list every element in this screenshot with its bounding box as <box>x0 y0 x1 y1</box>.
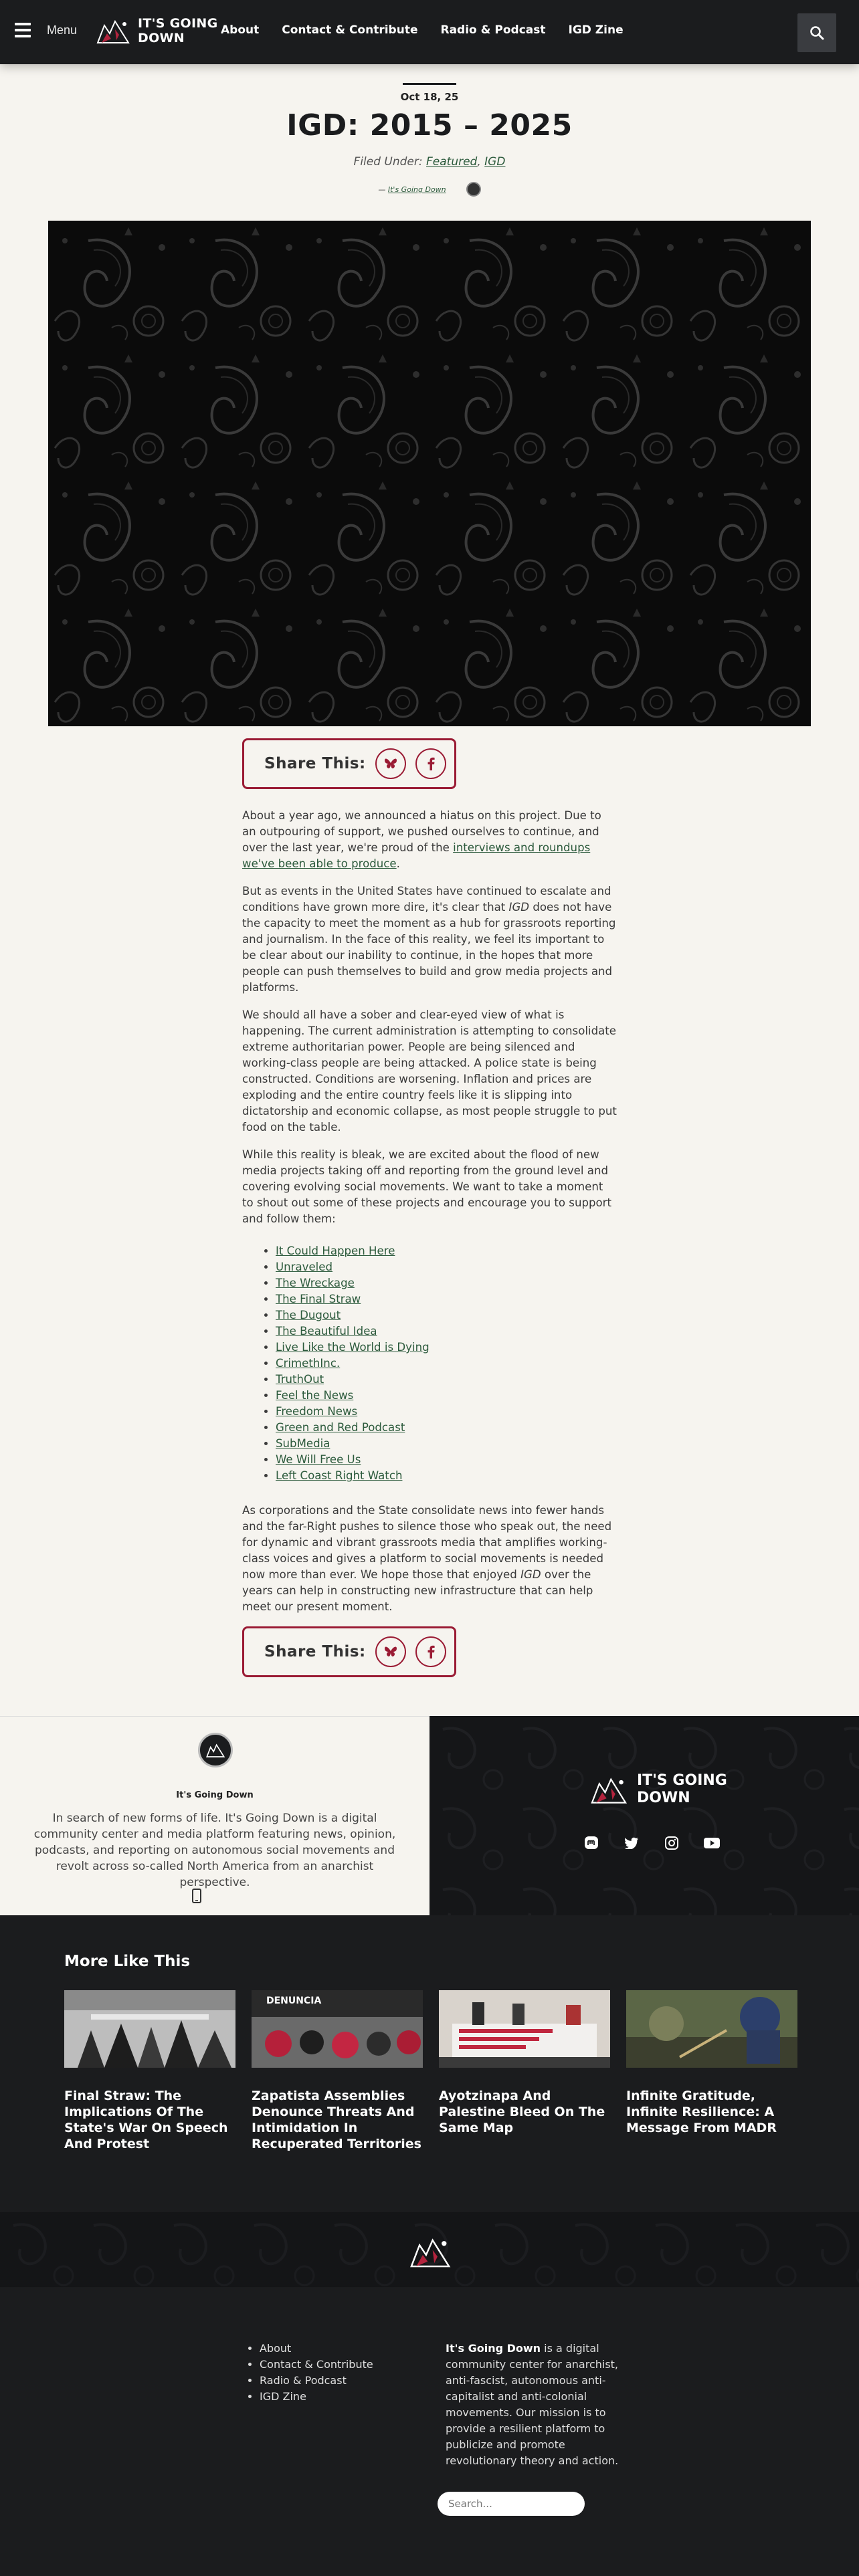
project-link[interactable]: Unraveled <box>276 1261 333 1273</box>
footer-about <box>446 2341 626 2469</box>
footer-link-radio[interactable]: Radio & Podcast <box>260 2374 347 2387</box>
social-links <box>583 1835 720 1851</box>
author-avatar-large[interactable] <box>198 1733 233 1767</box>
footer-link-about[interactable]: About <box>260 2342 292 2355</box>
project-link[interactable]: The Beautiful Idea <box>276 1325 377 1337</box>
list-item <box>276 1356 617 1372</box>
project-link[interactable]: We Will Free Us <box>276 1453 361 1466</box>
list-item <box>276 1388 617 1404</box>
main-nav <box>221 23 624 37</box>
list-item <box>260 2357 373 2373</box>
list-item <box>276 1404 617 1420</box>
project-link[interactable]: It Could Happen Here <box>276 1245 395 1257</box>
list-item <box>260 2373 373 2389</box>
list-item <box>276 1243 617 1259</box>
footer-search <box>438 2492 585 2516</box>
project-link[interactable]: TruthOut <box>276 1373 324 1386</box>
menu-button[interactable] <box>15 23 77 37</box>
facebook-icon <box>427 757 435 770</box>
share-bluesky-button[interactable] <box>375 748 406 779</box>
share-facebook-button[interactable] <box>415 1636 446 1667</box>
share-facebook-button[interactable] <box>415 748 446 779</box>
list-item <box>276 1307 617 1323</box>
instagram-icon[interactable] <box>664 1835 680 1851</box>
nav-radio[interactable]: Radio & Podcast <box>440 23 546 37</box>
paragraph-4: While this reality is bleak, we are excited about the flood of new media projects taking off and reporting from the ground level and covering evolving social movements. We want to take a moment to shout out some of these projects and encourage you to support and follow them: <box>242 1148 612 1225</box>
hamburger-icon <box>15 23 31 37</box>
youtube-icon[interactable] <box>704 1835 720 1851</box>
butterfly-icon <box>383 757 398 770</box>
date-rule <box>403 83 456 85</box>
category-featured[interactable]: Featured <box>426 155 478 169</box>
site-footer <box>0 2287 859 2576</box>
twitter-icon[interactable] <box>624 1835 640 1851</box>
list-item <box>276 1275 617 1291</box>
search-icon <box>809 25 824 40</box>
butterfly-icon <box>383 1645 398 1658</box>
project-link[interactable]: Freedom News <box>276 1405 358 1418</box>
list-item <box>276 1291 617 1307</box>
author-link[interactable]: It's Going Down <box>387 185 446 194</box>
nav-zine[interactable]: IGD Zine <box>568 23 624 37</box>
site-logo[interactable] <box>95 16 217 45</box>
share-box-top <box>242 738 456 789</box>
nav-about[interactable]: About <box>221 23 260 37</box>
more-heading: More Like This <box>64 1953 191 1970</box>
logo-mark-icon[interactable] <box>408 2234 452 2270</box>
logo-text: IT'S GOING DOWN <box>138 16 218 45</box>
search-button[interactable] <box>797 13 836 52</box>
share-label: Share This: <box>264 755 366 772</box>
paragraph-5: As corporations and the State consolidate news into fewer hands and the far-Right pushes to silence those who speak out, the need for dynamic and vibrant grassroots media that amplifies working-class voices and gives a platform to social movements is needed now more than ever. We hope those that enjoyed IGD over the years can help in constructing new infrastructure that can help meet our present moment. <box>242 1504 612 1613</box>
paisley-pattern <box>48 221 811 726</box>
project-link[interactable]: SubMedia <box>276 1437 330 1450</box>
menu-label: Menu <box>47 23 78 37</box>
paragraph-3: We should all have a sober and clear-eyed view of what is happening. The current administration is attempting to consolidate extreme authoritarian power. People are being silenced and working-class people are being attacked. A police state is being constructed. Conditions are worsening. Inflation and prices are exploding and the entire country feels like it is slipping into dictatorship and economic collapse, as most people struggle to put food on the table. <box>242 1008 617 1134</box>
related-card[interactable] <box>439 1990 610 2152</box>
card-image[interactable] <box>626 1990 797 2068</box>
footer-band <box>0 2212 859 2287</box>
more-like-this <box>0 1915 859 2212</box>
author-box <box>0 1716 430 1915</box>
post-date: Oct 18, 25 <box>400 91 459 103</box>
list-item <box>260 2389 373 2405</box>
card-title[interactable]: Final Straw: The Implications Of The State's War On Speech And Protest <box>64 2088 228 2151</box>
share-label: Share This: <box>264 1643 366 1660</box>
footer-link-contact[interactable]: Contact & Contribute <box>260 2358 373 2371</box>
article-body <box>242 808 617 1626</box>
project-link[interactable]: The Dugout <box>276 1309 341 1321</box>
list-item <box>276 1372 617 1388</box>
author-bio: In search of new forms of life. It's Going Down is a digital community center and media platform featuring news, opinion, podcasts, and reporting on autonomous social movements and revolt across so-called North America from an anarchist perspective. <box>33 1812 396 1889</box>
filed-under: Filed Under: Featured, IGD <box>353 155 506 169</box>
byline-prefix: — <box>378 185 386 194</box>
card-image-text: DENUNCIA <box>266 1996 322 2006</box>
project-link[interactable]: Feel the News <box>276 1389 354 1402</box>
list-item <box>276 1468 617 1484</box>
project-link[interactable]: The Wreckage <box>276 1277 355 1289</box>
card-title[interactable]: Ayotzinapa And Palestine Bleed On The Same Map <box>439 2088 605 2135</box>
brand-logo[interactable] <box>589 1772 727 1807</box>
logo-mark-icon <box>95 16 131 45</box>
project-link[interactable]: Left Coast Right Watch <box>276 1469 403 1482</box>
share-bluesky-button[interactable] <box>375 1636 406 1667</box>
footer-link-zine[interactable]: IGD Zine <box>260 2390 306 2403</box>
site-header <box>0 0 859 64</box>
author-name: It's Going Down <box>176 1790 254 1800</box>
list-item <box>276 1452 617 1468</box>
list-item <box>276 1323 617 1339</box>
card-title[interactable]: Zapatista Assemblies Denounce Threats And Intimidation In Recuperated Territories <box>252 2088 421 2151</box>
project-link[interactable]: The Final Straw <box>276 1293 361 1305</box>
brand-panel <box>430 1716 859 1915</box>
project-link[interactable]: Green and Red Podcast <box>276 1421 405 1434</box>
footer-links <box>248 2341 373 2405</box>
list-item <box>260 2341 373 2357</box>
list-item <box>276 1436 617 1452</box>
project-link[interactable]: CrimethInc. <box>276 1357 341 1370</box>
related-card[interactable] <box>64 1990 235 2152</box>
card-image[interactable] <box>252 1990 423 2068</box>
footer-about-text: is a digital community center for anarchist, anti-fascist, autonomous anti-capitalist and anti-colonial movements. Our mission is to provide a resilient platform to publicize and promote revolutionary theory and action. <box>446 2342 619 2467</box>
byline <box>0 182 859 197</box>
card-image[interactable] <box>439 1990 610 2068</box>
project-link[interactable]: Live Like the World is Dying <box>276 1341 430 1354</box>
mastodon-icon[interactable] <box>583 1835 599 1851</box>
category-igd[interactable]: IGD <box>484 155 506 169</box>
list-item <box>276 1259 617 1275</box>
card-title[interactable]: Infinite Gratitude, Infinite Resilience: A Message From MADR <box>626 2088 777 2135</box>
card-image[interactable] <box>64 1990 235 2068</box>
brand-logo-text: IT'S GOING DOWN <box>637 1772 727 1806</box>
hero-image <box>48 221 811 726</box>
brand-pattern <box>430 1716 859 1915</box>
list-item <box>276 1339 617 1356</box>
footer-search-input[interactable] <box>448 2498 578 2510</box>
share-box-bottom <box>242 1626 456 1677</box>
mobile-icon[interactable] <box>190 1888 203 1904</box>
nav-contact[interactable]: Contact & Contribute <box>282 23 418 37</box>
post-title: IGD: 2015 – 2025 <box>286 108 573 142</box>
facebook-icon <box>427 1645 435 1658</box>
logo-mark-icon <box>205 1741 225 1759</box>
related-card[interactable] <box>626 1990 797 2152</box>
interviews-link[interactable]: interviews and roundups we've been able to produce <box>242 841 591 870</box>
paragraph-1: About a year ago, we announced a hiatus on this project. Due to an outpouring of support, we pushed ourselves to continue, and over the last year, we're proud of the interviews and roundups we've been able to produce. <box>242 809 601 870</box>
logo-mark-icon <box>589 1774 629 1806</box>
footer-about-name: It's Going Down <box>446 2342 541 2355</box>
related-card[interactable] <box>252 1990 423 2152</box>
filed-label: Filed Under: <box>353 155 423 169</box>
paragraph-2: But as events in the United States have continued to escalate and conditions have grown more dire, it's clear that IGD does not have the capacity to meet the moment as a hub for grassroots reporting and journalism. In the face of this reality, we feel its important to be clear about our inability to continue, in the hopes that more people can push themselves to build and grow media projects and platforms. <box>242 885 616 994</box>
list-item <box>276 1420 617 1436</box>
projects-list <box>276 1243 617 1484</box>
author-avatar[interactable] <box>466 182 481 197</box>
